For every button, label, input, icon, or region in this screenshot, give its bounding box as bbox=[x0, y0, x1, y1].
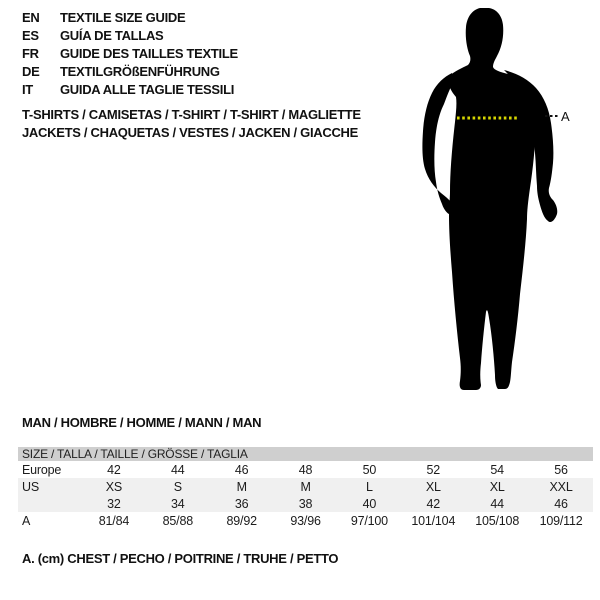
language-row-en bbox=[22, 9, 238, 27]
size-value: 40 bbox=[362, 496, 377, 511]
size-table-header: SIZE / TALLA / TAILLE / GRÖSSE / TAGLIA bbox=[18, 447, 593, 461]
language-row-fr bbox=[22, 45, 238, 63]
size-value: XS bbox=[105, 479, 123, 494]
size-value: 81/84 bbox=[98, 513, 130, 528]
language-code: FR bbox=[22, 46, 39, 61]
row-label: A bbox=[22, 513, 31, 528]
size-value: 38 bbox=[298, 496, 313, 511]
category-lines bbox=[22, 106, 361, 142]
size-value: XXL bbox=[549, 479, 573, 494]
measure-label-a: A bbox=[561, 109, 570, 124]
language-row-de bbox=[22, 63, 238, 81]
size-value: XL bbox=[489, 479, 505, 494]
size-table-row-chest-a bbox=[18, 512, 593, 529]
footnote-chest: A. (cm) CHEST / PECHO / POITRINE / TRUHE / PETTO bbox=[22, 551, 339, 566]
size-value: 109/112 bbox=[539, 513, 583, 528]
man-silhouette-figure bbox=[395, 0, 600, 400]
size-value: M bbox=[236, 479, 247, 494]
category-line-tshirts: T-SHIRTS / CAMISETAS / T-SHIRT / T-SHIRT / MAGLIETTE bbox=[22, 107, 361, 122]
section-title-man: MAN / HOMBRE / HOMME / MANN / MAN bbox=[22, 415, 262, 430]
size-value: 105/108 bbox=[475, 513, 520, 528]
size-value: 97/100 bbox=[350, 513, 388, 528]
size-value: L bbox=[366, 479, 373, 494]
size-value: 93/96 bbox=[290, 513, 321, 528]
row-label: Europe bbox=[22, 462, 62, 477]
size-table-row-us-numeric bbox=[18, 495, 593, 512]
language-code: ES bbox=[22, 28, 39, 43]
silhouette-body bbox=[448, 8, 538, 390]
language-row-es bbox=[22, 27, 238, 45]
size-value: 46 bbox=[554, 496, 568, 511]
size-value: 42 bbox=[107, 462, 121, 477]
size-value: 32 bbox=[107, 496, 121, 511]
size-value: 42 bbox=[426, 496, 441, 511]
language-label: TEXTILE SIZE GUIDE bbox=[60, 10, 186, 25]
size-value: 50 bbox=[362, 462, 377, 477]
size-value: M bbox=[300, 479, 311, 494]
size-value: S bbox=[173, 479, 182, 494]
size-value: 46 bbox=[234, 462, 249, 477]
size-value: 52 bbox=[426, 462, 441, 477]
size-value: 56 bbox=[554, 462, 568, 477]
size-value: 44 bbox=[171, 462, 185, 477]
language-label: GUIDE DES TAILLES TEXTILE bbox=[60, 46, 238, 61]
size-value: 48 bbox=[298, 462, 313, 477]
language-code: EN bbox=[22, 10, 40, 25]
language-code: DE bbox=[22, 64, 40, 79]
size-value: 44 bbox=[490, 496, 504, 511]
row-label: US bbox=[22, 479, 39, 494]
size-table bbox=[18, 447, 593, 529]
size-value: 54 bbox=[490, 462, 504, 477]
size-table-row-europe bbox=[18, 461, 593, 478]
size-value: 34 bbox=[171, 496, 185, 511]
language-label: GUIDA ALLE TAGLIE TESSILI bbox=[60, 82, 235, 97]
language-row-it bbox=[22, 81, 238, 99]
language-code: IT bbox=[22, 82, 33, 97]
size-table-row-us bbox=[18, 478, 593, 495]
category-line-jackets: JACKETS / CHAQUETAS / VESTES / JACKEN / GIACCHE bbox=[22, 125, 358, 140]
man-silhouette-svg bbox=[395, 0, 600, 400]
size-value: 36 bbox=[234, 496, 249, 511]
language-list bbox=[22, 9, 238, 99]
size-value: XL bbox=[425, 479, 441, 494]
language-label: GUÍA DE TALLAS bbox=[60, 28, 164, 43]
size-value: 101/104 bbox=[411, 513, 456, 528]
size-value: 89/92 bbox=[226, 513, 257, 528]
language-label: TEXTILGRÖßENFÜHRUNG bbox=[60, 64, 220, 79]
size-value: 85/88 bbox=[162, 513, 193, 528]
